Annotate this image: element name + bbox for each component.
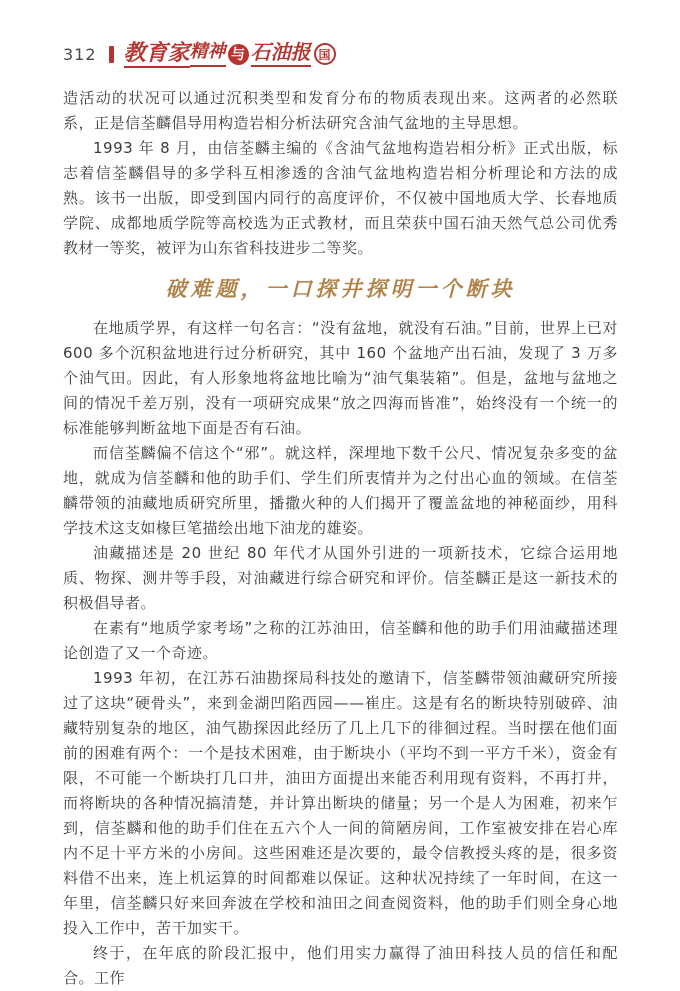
journal-logo-text-spirit: 精神	[190, 41, 226, 67]
section-heading: 破难题，一口探井探明一个断块	[165, 276, 516, 301]
page-header	[63, 36, 618, 72]
paragraph-continuation: 造活动的状况可以通过沉积类型和发育分布的物质表现出来。这两者的必然联系，正是信荃麟倡导用构造岩相分析法研究含油气盆地的主导思想。	[63, 89, 618, 132]
journal-logo	[124, 41, 336, 68]
paragraph: 在地质学界，有这样一句名言：“没有盆地，就没有石油。”目前，世界上已对 600 多个沉积盆地进行过分析研究，其中 160 个盆地产出石油，发现了 3 万多个油气田。因此，有人形象地将盆地比喻为“油气集装箱”。但是，盆地与盆地之间的情况千差万别，没有一项研究成果“放之四海而皆准”，始终没有一个统一的标准能够判断盆地下面是否有石油。	[63, 319, 618, 437]
paragraph: 终于，在年底的阶段汇报中，他们用实力赢得了油田科技人员的信任和配合。工作	[63, 944, 618, 987]
journal-logo-text-oil: 石油报	[251, 41, 311, 67]
journal-logo-text-educator: 教育家	[123, 39, 190, 66]
journal-logo-country-seal-icon: 国	[314, 43, 336, 65]
header-divider-bar	[109, 46, 114, 63]
paragraph: 1993 年 8 月，由信荃麟主编的《含油气盆地构造岩相分析》正式出版，标志着信荃麟倡导的多学科互相渗透的含油气盆地构造岩相分析理论和方法的成熟。该书一出版，即受到国内同行的高度评价，不仅被中国地质大学、长春地质学院、成都地质学院等高校选为正式教材，而且荣获中国石油天然气总公司优秀教材一等奖，被评为山东省科技进步二等奖。	[63, 139, 618, 257]
journal-logo-and-seal-icon: 与	[228, 44, 249, 65]
article-body	[63, 86, 618, 991]
paragraph: 在素有“地质学家考场”之称的江苏油田，信荃麟和他的助手们用油藏描述理论创造了又一个奇迹。	[63, 619, 618, 662]
paragraph: 油藏描述是 20 世纪 80 年代才从国外引进的一项新技术，它综合运用地质、物探、测井等手段，对油藏进行综合研究和评价。信荃麟正是这一新技术的积极倡导者。	[63, 544, 618, 612]
page-number: 312	[63, 44, 97, 64]
paragraph: 1993 年初，在江苏石油勘探局科技处的邀请下，信荃麟带领油藏研究所接过了这块“硬骨头”，来到金湖凹陷西园——崔庄。这是有名的断块特别破碎、油藏特别复杂的地区，油气勘探因此经历了几上几下的徘徊过程。当时摆在他们面前的困难有两个：一个是技术困难，由于断块小（平均不到一平方千米），资金有限，不可能一个断块打几口井，油田方面提出来能否利用现有资料，不再打井，而将断块的各种情况搞清楚，并计算出断块的储量；另一个是人为困难，初来乍到，信荃麟和他的助手们住在五六个人一间的简陋房间，工作室被安排在岩心库内不足十平方米的小房间。这些困难还是次要的，最令信教授头疼的是，很多资料借不出来，连上机运算的时间都难以保证。这种状况持续了一年时间，在这一年里，信荃麟只好来回奔波在学校和油田之间查阅资料，他的助手们则全身心地投入工作中，苦干加实干。	[63, 669, 618, 937]
paragraph: 而信荃麟偏不信这个“邪”。就这样，深埋地下数千公尺、情况复杂多变的盆地，就成为信荃麟和他的助手们、学生们所衷情并为之付出心血的领域。在信荃麟带领的油藏地质研究所里，播撒火种的人们揭开了覆盖盆地的神秘面纱，用科学技术这支如椽巨笔描绘出地下油龙的雄姿。	[63, 444, 618, 537]
